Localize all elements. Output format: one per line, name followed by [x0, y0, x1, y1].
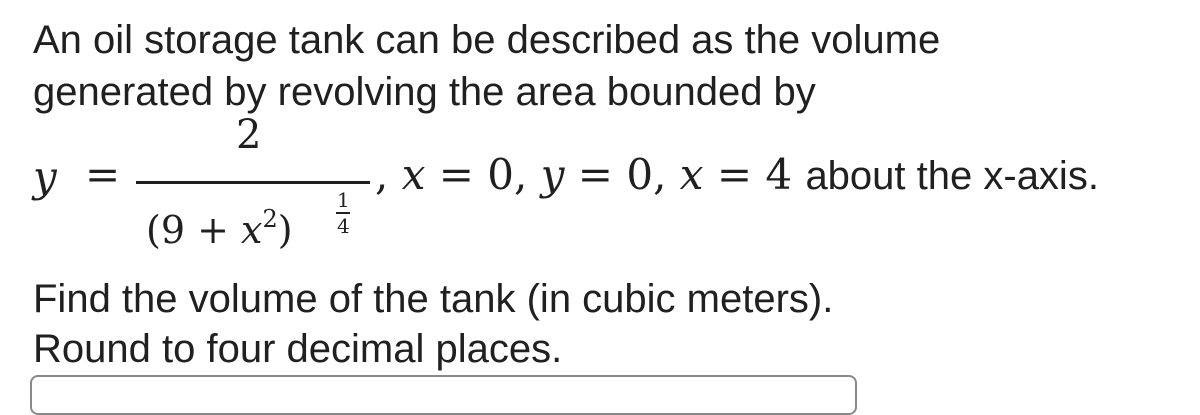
denominator-close: ) [277, 208, 293, 252]
bound-2-rest: = 0, [564, 150, 680, 199]
equation-lhs: y [33, 152, 57, 201]
exponent-numerator: 1 [337, 188, 350, 212]
fraction-numerator: 2 [236, 112, 262, 158]
answer-input[interactable] [30, 375, 857, 415]
bounds-and-axis: , x = 0, y = 0, x = 4 about the x-axis. [375, 150, 1099, 199]
bound-3-variable: x [679, 150, 704, 199]
question-line-1: Find the volume of the tank (in cubic meters). [33, 277, 834, 321]
equation-equals-sign: = [85, 150, 121, 199]
fraction-bar [136, 181, 370, 184]
bound-1-variable: x [401, 150, 426, 199]
problem-intro-line-2: generated by revolving the area bounded by [33, 70, 816, 114]
bound-3-rest: = 4 [703, 150, 806, 199]
exponent-denominator: 4 [337, 214, 350, 238]
denominator-power: 2 [262, 205, 278, 233]
question-line-2: Round to four decimal places. [33, 327, 563, 371]
denominator-open: (9 + [146, 208, 241, 252]
bound-1-rest: = 0, [425, 150, 541, 199]
fraction-denominator [146, 205, 293, 252]
axis-text: about the x-axis. [805, 154, 1099, 198]
problem-intro-line-1: An oil storage tank can be described as the volume [33, 18, 941, 62]
denominator-variable: x [241, 208, 263, 252]
bound-2-variable: y [540, 150, 565, 199]
